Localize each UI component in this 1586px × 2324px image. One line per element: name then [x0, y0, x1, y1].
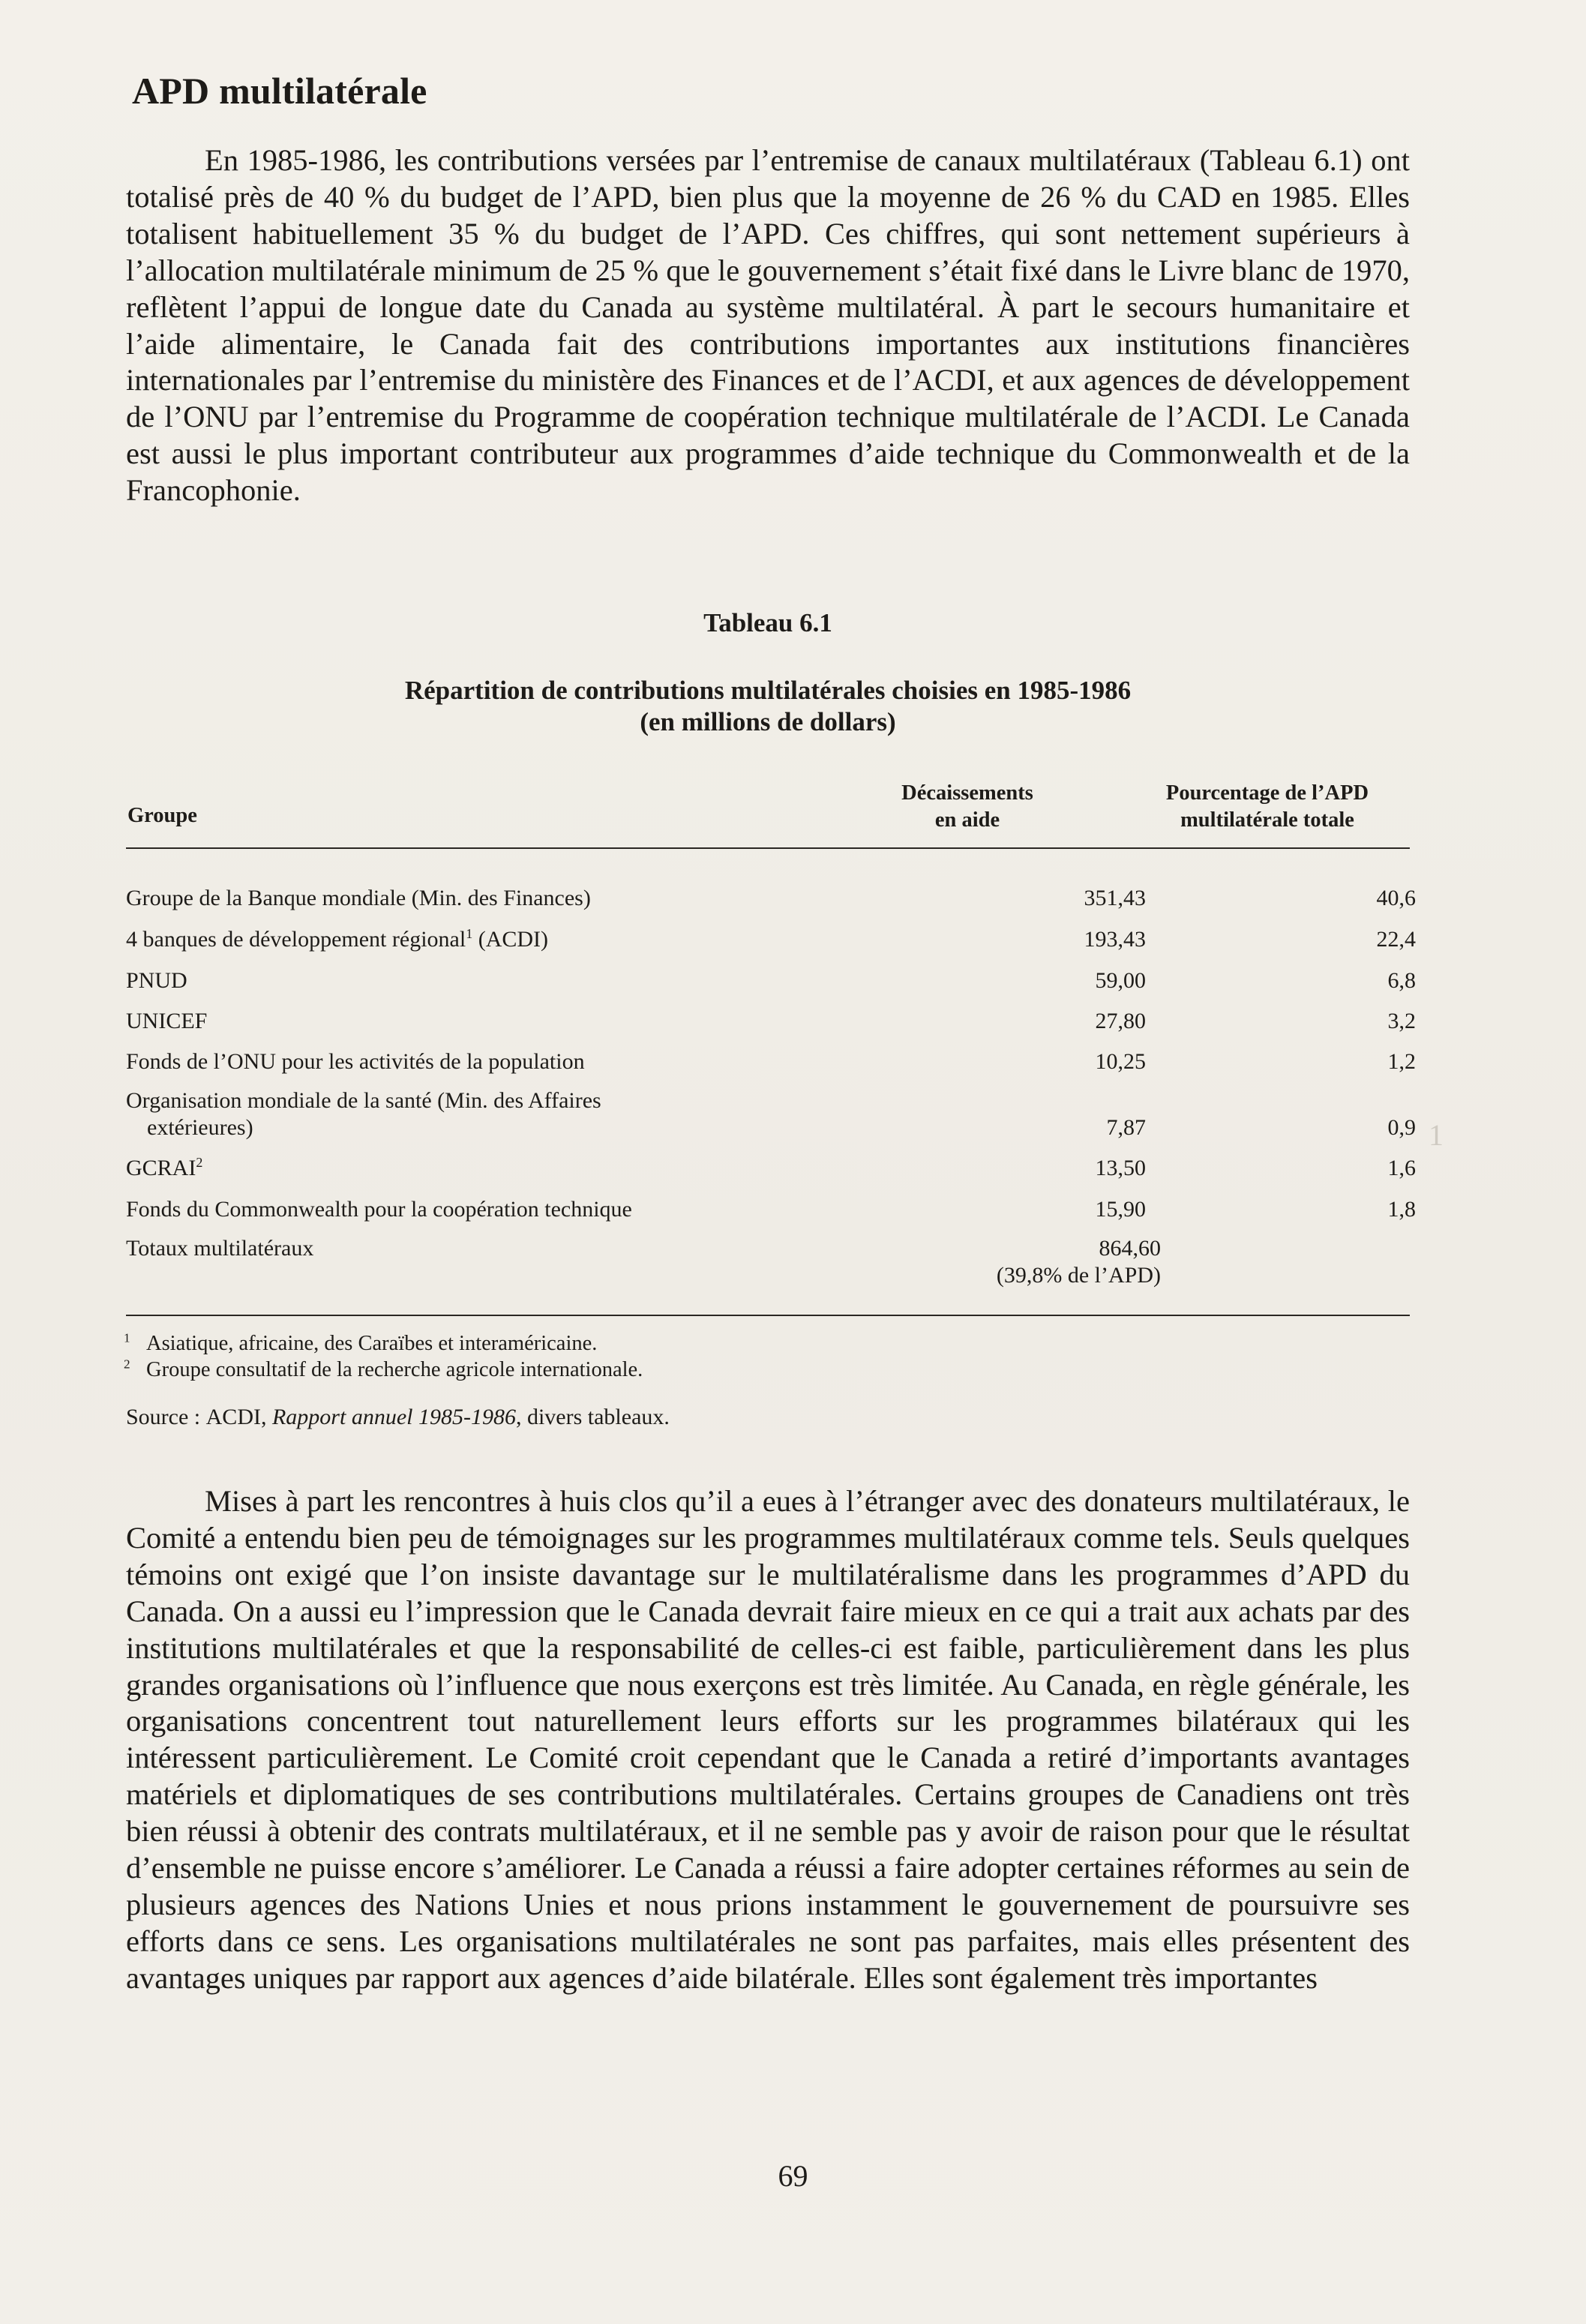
- row-disbursement: 351,43: [1084, 886, 1146, 910]
- table-number: Tableau 6.1: [703, 608, 832, 637]
- row-disbursement: 864,60 (39,8% de l’APD): [996, 1236, 1161, 1288]
- committee-paragraph: Mises à part les rencontres à huis clos qu’il a eues à l’étranger avec des donateurs multilatéraux, le Comité a entendu bien peu de témoignages sur les programmes multilatéraux comme tels. Seuls quelques témoins ont exigé que l’on insiste davantage sur le multilatéralisme dans les programmes d’APD du Canada. On a aussi eu l’impression que le Canada devrait faire mieux en ce qui a trait aux achats par des institutions multilatérales et que la responsabilité de celles-ci est faible, particulièrement dans les plus grandes organisations où l’influence que nous exerçons est très limitée. Au Canada, en règle générale, les organisations concentrent tout naturellement leurs efforts sur les programmes bilatéraux qui les intéressent particulièrement. Le Comité croit cependant que le Canada a retiré d’importants avantages matériels et diplomatiques de ses contributions multilatérales. Certains groupes de Canadiens ont très bien réussi à obtenir des contrats multilatéraux, et il ne semble pas y avoir de raison pour que le résultat d’ensemble ne puisse encore s’améliorer. Le Canada a réussi a faire adopter certaines réformes au sein de plusieurs agences des Nations Unies et nous prions instamment le gouvernement de poursuivre ses efforts dans ce sens. Les organisations multilatérales ne sont pas parfaites, mais elles présentent des avantages uniques par rapport aux agences d’aide bilatérale. Elles sont également très importantes: [126, 1484, 1411, 1995]
- column-header-disb-line2: en aide: [934, 808, 1000, 832]
- row-group: Groupe de la Banque mondiale (Min. des Finances): [126, 886, 591, 910]
- column-header-disbursements: [855, 780, 1080, 834]
- table-bottom-rule: [126, 1315, 1410, 1316]
- row-percentage: 1,6: [1387, 1156, 1416, 1180]
- table-caption: [126, 675, 1410, 738]
- column-header-disb-line1: Décaissements: [901, 781, 1033, 805]
- row-percentage: 1,2: [1387, 1049, 1416, 1074]
- column-header-pct-line1: Pourcentage de l’APD: [1165, 781, 1369, 805]
- row-percentage: 3,2: [1387, 1009, 1416, 1033]
- row-group: GCRAI$^2$: [126, 1155, 203, 1180]
- column-header-percentage: [1117, 780, 1417, 834]
- row-percentage: 40,6: [1376, 886, 1416, 910]
- row-disbursement: 193,43: [1084, 927, 1146, 952]
- table-source: Source : ACDI, Rapport annuel 1985-1986, divers tableaux.: [126, 1405, 670, 1429]
- section-heading: [132, 69, 427, 112]
- table-caption-line2: (en millions de dollars): [640, 707, 896, 736]
- table-top-rule: [126, 847, 1410, 849]
- row-group: Organisation mondiale de la santé (Min. des Affaires extérieures): [126, 1088, 601, 1140]
- row-percentage: 0,9: [1387, 1115, 1416, 1140]
- footnote-2: $^2$ Groupe consultatif de la recherche agricole internationale.: [124, 1357, 643, 1381]
- row-disbursement: 27,80: [1095, 1009, 1146, 1033]
- intro-paragraph: En 1985-1986, les contributions versées par l’entremise de canaux multilatéraux (Tableau 6.1) ont totalisé près de 40 % du budget de l’APD, bien plus que la moyenne de 26 % du CAD en 1985. Elles totalisent habituellement 35 % du budget de l’APD. Ces chiffres, qui sont nettement supérieurs à l’allocation multilatérale minimum de 25 % que le gouvernement s’était fixé dans le Livre blanc de 1970, reflètent l’appui de longue date du Canada au système multilatéral. À part le secours humanitaire et l’aide alimentaire, le Canada fait des contributions importantes aux institutions financières internationales par l’entremise du ministère des Finances et de l’ACDI, et aux agences de développement de l’ONU par l’entremise du Programme de coopération technique multilatérale de l’ACDI. Le Canada est aussi le plus important contributeur aux programmes d’aide technique du Commonwealth et de la Francophonie.: [126, 143, 1410, 508]
- margin-mark: 1: [1429, 1118, 1444, 1152]
- row-percentage: 6,8: [1387, 968, 1416, 993]
- row-group: PNUD: [126, 968, 187, 993]
- column-header-pct-line2: multilatérale totale: [1180, 808, 1354, 832]
- row-group: Fonds du Commonwealth pour la coopération technique: [126, 1197, 632, 1222]
- row-group: 4 banques de développement régional$^1$ (ACDI): [126, 926, 549, 952]
- footnote-1: $^1$ Asiatique, africaine, des Caraïbes et interaméricaine.: [124, 1330, 598, 1355]
- row-group: UNICEF: [126, 1009, 208, 1033]
- row-disbursement: 59,00: [1095, 968, 1146, 993]
- row-group: Totaux multilatéraux: [126, 1236, 314, 1261]
- row-disbursement: 7,87: [1106, 1115, 1146, 1140]
- page-number: 69: [778, 2159, 808, 2193]
- row-disbursement: 13,50: [1095, 1156, 1146, 1180]
- row-percentage: 22,4: [1376, 927, 1416, 952]
- row-group: Fonds de l’ONU pour les activités de la population: [126, 1049, 585, 1074]
- heading-abbr: APD: [132, 70, 210, 112]
- row-disbursement: 15,90: [1095, 1197, 1146, 1222]
- table-caption-line1: Répartition de contributions multilatérales choisies en 1985-1986: [404, 676, 1132, 705]
- row-disbursement: 10,25: [1095, 1049, 1146, 1074]
- row-percentage: 1,8: [1387, 1197, 1416, 1222]
- column-header-group: Groupe: [127, 804, 197, 827]
- heading-title: multilatérale: [219, 70, 427, 112]
